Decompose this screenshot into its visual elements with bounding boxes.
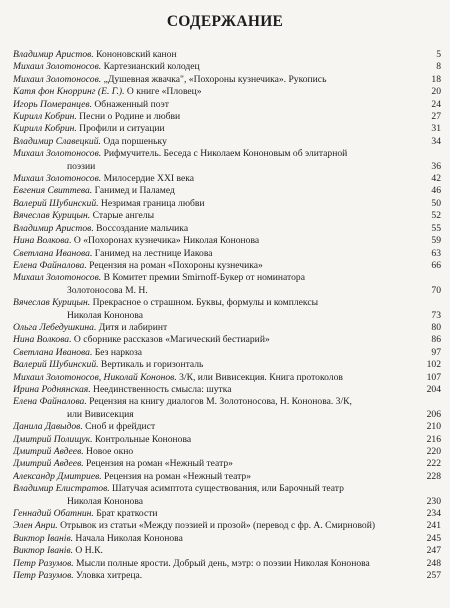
toc-title: О «Похоронах кузнечика» Николая Кононова <box>71 235 260 247</box>
toc-author: Владимир Славецкий. <box>13 135 101 147</box>
toc-entry-first-line <box>13 384 419 396</box>
toc-entry <box>13 334 441 346</box>
toc-page-number: 66 <box>431 259 441 271</box>
toc-entry-first-line <box>13 173 419 185</box>
toc-entry-first-line <box>13 111 419 123</box>
toc-entry <box>13 86 441 98</box>
toc-entry <box>13 421 441 433</box>
toc-title: Незримая граница любви <box>98 197 205 209</box>
toc-entry <box>13 223 441 235</box>
toc-entry-first-line <box>13 49 419 61</box>
toc-entry <box>13 483 441 508</box>
toc-entry-first-line <box>13 545 419 557</box>
toc-entry-first-line <box>13 396 419 408</box>
toc-entry <box>13 61 441 73</box>
toc-author: Вячеслав Курицын. <box>13 297 91 309</box>
toc-entry-first-line <box>13 185 419 197</box>
toc-page-number: 247 <box>426 545 441 557</box>
toc-entry <box>13 434 441 446</box>
toc-page-number: 50 <box>431 197 441 209</box>
toc-author: Владимир Аристов. <box>13 222 94 234</box>
toc-entry <box>13 471 441 483</box>
toc-title: О Н.К. <box>73 545 103 557</box>
toc-title: Картезианский колодец <box>101 61 200 73</box>
toc-page-number: 59 <box>431 235 441 247</box>
toc-title: Прекрасное о страшном. Буквы, формулы и комплексы <box>90 297 319 309</box>
toc-page-number: 210 <box>426 421 441 433</box>
toc-page-number: 18 <box>431 73 441 85</box>
toc-entry <box>13 123 441 135</box>
toc-page-number: 27 <box>431 111 441 123</box>
toc-entry-first-line <box>13 520 419 532</box>
toc-author: Дмитрий Полищук. <box>13 433 93 445</box>
toc-author: Катя фон Кнорринг (Е. Г.). <box>13 86 125 98</box>
toc-title: О сборнике рассказов «Магический бестиарий» <box>71 334 270 346</box>
toc-title: Профили и ситуации <box>76 123 165 135</box>
toc-entry <box>13 545 441 557</box>
toc-page-number: 80 <box>431 321 441 333</box>
toc-title: Начала Николая Кононова <box>73 532 183 544</box>
toc-entry-first-line <box>13 297 419 309</box>
toc-author: Владимир Аристов. <box>13 49 94 60</box>
toc-entry-first-line <box>13 74 419 86</box>
toc-entry <box>13 111 441 123</box>
toc-author: Петр Разумов. <box>13 570 74 582</box>
toc-author: Петр Разумов. <box>13 557 74 569</box>
toc-page-number: 63 <box>431 247 441 259</box>
toc-title: или Вивисекция <box>67 408 134 420</box>
toc-entry-first-line <box>13 471 419 483</box>
toc-title: Кононовский канон <box>93 49 177 60</box>
toc-entry-first-line <box>13 123 419 135</box>
toc-page-number: 234 <box>426 508 441 520</box>
toc-title: Рецензия на роман «Нежный театр» <box>83 458 233 470</box>
toc-entry-first-line <box>13 359 419 371</box>
toc-page-number: 245 <box>426 532 441 544</box>
toc-entry <box>13 173 441 185</box>
toc-entry <box>13 347 441 359</box>
toc-entry-first-line <box>13 248 419 260</box>
toc-entry-first-line <box>13 347 419 359</box>
toc-entry <box>13 508 441 520</box>
toc-author: Геннадий Обатнин. <box>13 508 94 520</box>
toc-author: Владимир Елистратов. <box>13 483 110 495</box>
toc-title: Ода поршеньку <box>100 135 167 147</box>
toc-title: Без наркоза <box>92 346 143 358</box>
toc-entry-first-line <box>13 198 419 210</box>
toc-author: Евгения Свиттева. <box>13 185 93 197</box>
toc-page-number: 36 <box>431 160 441 172</box>
toc-author: Михаил Золотоносов. <box>13 61 102 73</box>
toc-entry <box>13 248 441 260</box>
toc-page-number: 52 <box>431 210 441 222</box>
toc-page-number: 228 <box>426 470 441 482</box>
toc-entry <box>13 384 441 396</box>
toc-title: Николая Кононова <box>67 495 144 507</box>
toc-author: Дмитрий Авдеев. <box>13 458 84 470</box>
toc-author: Кирилл Кобрин. <box>13 123 77 135</box>
toc-page-number: 5 <box>436 49 441 60</box>
toc-entry <box>13 372 441 384</box>
toc-entry-continuation <box>13 496 419 508</box>
toc-page-number: 230 <box>426 495 441 507</box>
toc-author: Нина Волкова. <box>13 235 72 247</box>
toc-author: Светлана Иванова. <box>13 247 93 259</box>
toc-entry-first-line <box>13 372 419 384</box>
toc-title: Отрывок из статьи «Между поэзией и прозой» (перевод с фр. А. Смирновой) <box>57 520 376 532</box>
toc-title: Золотоносова М. Н. <box>67 284 148 296</box>
toc-author: Валерий Шубинский. <box>13 197 99 209</box>
toc-author: Михаил Золотоносов, Николай Кононов. <box>13 371 177 383</box>
toc-title: Новое окно <box>83 446 134 457</box>
toc-author: Нина Волкова. <box>13 334 72 346</box>
toc-author: Михаил Золотоносов. <box>13 173 102 185</box>
table-of-contents <box>13 49 441 582</box>
toc-title: Рецензия на роман «Похороны кузнечика» <box>86 259 263 271</box>
toc-title: Мысли полные ярости. Добрый день, мэтр: о поэзии Николая Кононова <box>73 557 370 569</box>
toc-entry-continuation <box>13 161 419 173</box>
toc-page-number: 55 <box>431 222 441 234</box>
toc-entry <box>13 520 441 532</box>
toc-title: Шатучая асимптота существования, или Барочный театр <box>109 483 344 495</box>
toc-title: 3/К, или Вивисекция. Книга протоколов <box>176 371 343 383</box>
toc-entry <box>13 297 441 322</box>
toc-author: Михаил Золотоносов. <box>13 148 102 160</box>
toc-entry-first-line <box>13 235 419 247</box>
toc-entry-first-line <box>13 434 419 446</box>
toc-author: Валерий Шубинский. <box>13 359 99 371</box>
toc-entry <box>13 558 441 570</box>
toc-page-number: 204 <box>426 383 441 395</box>
toc-page-number: 102 <box>426 359 441 371</box>
toc-title: Рецензия на роман «Нежный театр» <box>101 470 251 482</box>
toc-title: Милосердие XXI века <box>101 173 194 185</box>
toc-title: Старые ангелы <box>90 210 155 222</box>
toc-page-number: 42 <box>431 173 441 185</box>
toc-title: Воссоздание мальчика <box>93 222 189 234</box>
toc-entry <box>13 322 441 334</box>
toc-entry-first-line <box>13 570 419 582</box>
toc-entry-first-line <box>13 334 419 346</box>
toc-entry-first-line <box>13 210 419 222</box>
toc-entry <box>13 533 441 545</box>
toc-entry <box>13 359 441 371</box>
toc-page-number: 34 <box>431 135 441 147</box>
toc-entry <box>13 99 441 111</box>
toc-entry <box>13 148 441 173</box>
toc-page-number: 70 <box>431 284 441 296</box>
toc-entry-continuation <box>13 409 419 421</box>
toc-page-number: 248 <box>426 557 441 569</box>
toc-page-number: 24 <box>431 98 441 110</box>
toc-page-number: 206 <box>426 408 441 420</box>
toc-entry <box>13 210 441 222</box>
toc-entry-first-line <box>13 508 419 520</box>
toc-author: Виктор Іванів. <box>13 532 74 544</box>
toc-title: О книге «Пловец» <box>124 86 202 98</box>
toc-entry-first-line <box>13 446 419 458</box>
toc-title: Вертикаль и горизонталь <box>98 359 204 371</box>
toc-entry-continuation <box>13 285 419 297</box>
toc-page-number: 257 <box>426 570 441 582</box>
toc-entry <box>13 446 441 458</box>
toc-entry-first-line <box>13 483 419 495</box>
toc-entry <box>13 49 441 61</box>
toc-page-number: 97 <box>431 346 441 358</box>
toc-author: Михаил Золотоносов. <box>13 73 102 85</box>
toc-title: Николая Кононова <box>67 309 144 321</box>
toc-title: Брат краткости <box>93 508 158 520</box>
toc-title: Ганимед и Паламед <box>92 185 175 197</box>
toc-author: Александр Дмитриев. <box>13 470 102 482</box>
toc-entry-first-line <box>13 148 419 160</box>
toc-entry-first-line <box>13 260 419 272</box>
toc-author: Ольга Лебедушкина. <box>13 321 97 333</box>
toc-entry <box>13 198 441 210</box>
toc-entry <box>13 74 441 86</box>
toc-page-number: 8 <box>436 61 441 73</box>
toc-title: Обнаженный поэт <box>91 98 169 110</box>
toc-title: Дитя и лабиринт <box>96 321 168 333</box>
toc-page-number: 222 <box>426 458 441 470</box>
toc-page-number: 216 <box>426 433 441 445</box>
toc-entry-first-line <box>13 136 419 148</box>
toc-entry-first-line <box>13 322 419 334</box>
toc-author: Дмитрий Авдеев. <box>13 446 84 457</box>
toc-author: Элен Анри. <box>13 520 58 532</box>
toc-entry-first-line <box>13 421 419 433</box>
toc-page-number: 241 <box>426 520 441 532</box>
toc-author: Михаил Золотоносов. <box>13 272 102 284</box>
toc-author: Виктор Іванів. <box>13 545 74 557</box>
toc-entry-continuation <box>13 310 419 322</box>
toc-author: Елена Файналова. <box>13 396 87 408</box>
toc-author: Ирина Роднянская. <box>13 383 91 395</box>
toc-page-number: 31 <box>431 123 441 135</box>
toc-entry <box>13 396 441 421</box>
toc-entry-first-line <box>13 61 419 73</box>
toc-entry <box>13 136 441 148</box>
toc-author: Кирилл Кобрин. <box>13 111 77 123</box>
toc-entry-first-line <box>13 223 419 235</box>
toc-entry-first-line <box>13 558 419 570</box>
toc-title: В Комитет премии Smirnoff-Букер от номинатора <box>101 272 305 284</box>
toc-author: Елена Файналова. <box>13 259 87 271</box>
toc-page-number: 73 <box>431 309 441 321</box>
toc-title: Рифмучитель. Беседа с Николаем Кононовым об элитарной <box>101 148 348 160</box>
toc-entry <box>13 260 441 272</box>
toc-title: Рецензия на книгу диалогов М. Золотоносова, Н. Кононова. 3/К, <box>86 396 352 408</box>
toc-entry <box>13 570 441 582</box>
toc-entry-first-line <box>13 533 419 545</box>
toc-entry <box>13 272 441 297</box>
toc-author: Игорь Померанцев. <box>13 98 92 110</box>
page-title: СОДЕРЖАНИЕ <box>166 13 284 30</box>
toc-entry-first-line <box>13 99 419 111</box>
toc-author: Вячеслав Курицын. <box>13 210 91 222</box>
toc-entry-first-line <box>13 458 419 470</box>
toc-entry <box>13 458 441 470</box>
toc-entry-first-line <box>13 272 419 284</box>
toc-title: Неединственность смысла: шутка <box>90 383 232 395</box>
toc-page-number: 107 <box>426 371 441 383</box>
toc-title: Уловка хитреца. <box>73 570 143 582</box>
toc-title: Ганимед на лестнице Иакова <box>92 247 213 259</box>
toc-title: Сноб и фрейдист <box>82 421 156 433</box>
toc-title: поэзии <box>67 160 96 172</box>
toc-title: Песни о Родине и любви <box>76 111 181 123</box>
toc-page-number: 46 <box>431 185 441 197</box>
toc-title: „Душевная жвачка", «Похороны кузнечика». Рукопись <box>101 73 327 85</box>
toc-title: Контрольные Кононова <box>92 433 192 445</box>
toc-entry <box>13 235 441 247</box>
toc-entry-first-line <box>13 86 419 98</box>
toc-page-number: 20 <box>431 86 441 98</box>
toc-author: Данила Давыдов. <box>13 421 83 433</box>
toc-page-number: 86 <box>431 334 441 346</box>
toc-entry <box>13 185 441 197</box>
toc-page-number: 220 <box>426 446 441 457</box>
toc-author: Светлана Иванова. <box>13 346 93 358</box>
